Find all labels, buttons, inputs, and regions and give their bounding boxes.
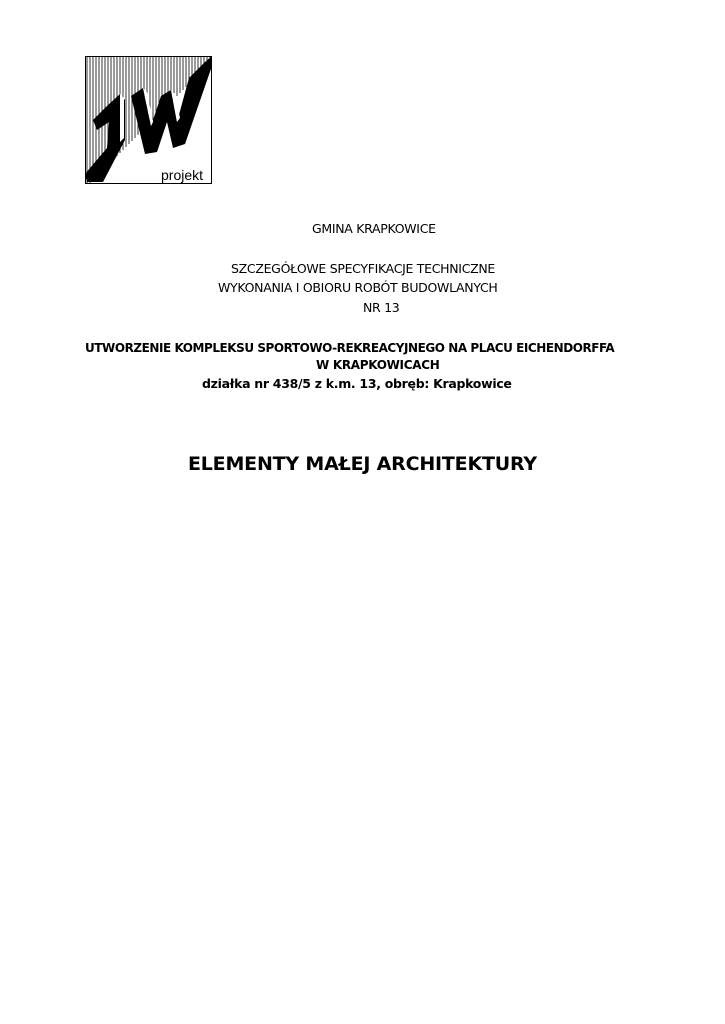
section-heading: ELEMENTY MAŁEJ ARCHITEKTURY [188,453,537,475]
project-title-line-2: W KRAPKOWICACH [316,358,440,372]
plot-info: działka nr 438/5 z k.m. 13, obręb: Krapkowice [202,376,512,391]
logo-letter-w [131,56,212,154]
client-name: GMINA KRAPKOWICE [312,221,436,236]
company-logo [85,56,212,184]
spec-title-line-1: SZCZEGÓŁOWE SPECYFIKACJE TECHNICZNE [231,261,496,276]
logo-text: projekt [161,167,204,183]
project-title-line-1: UTWORZENIE KOMPLEKSU SPORTOWO-REKREACYJNEGO NA PLACU EICHENDORFFA [85,341,615,355]
spec-title-line-2: WYKONANIA I OBIORU ROBÓT BUDOWLANYCH [218,280,498,295]
spec-number: NR 13 [363,300,400,315]
